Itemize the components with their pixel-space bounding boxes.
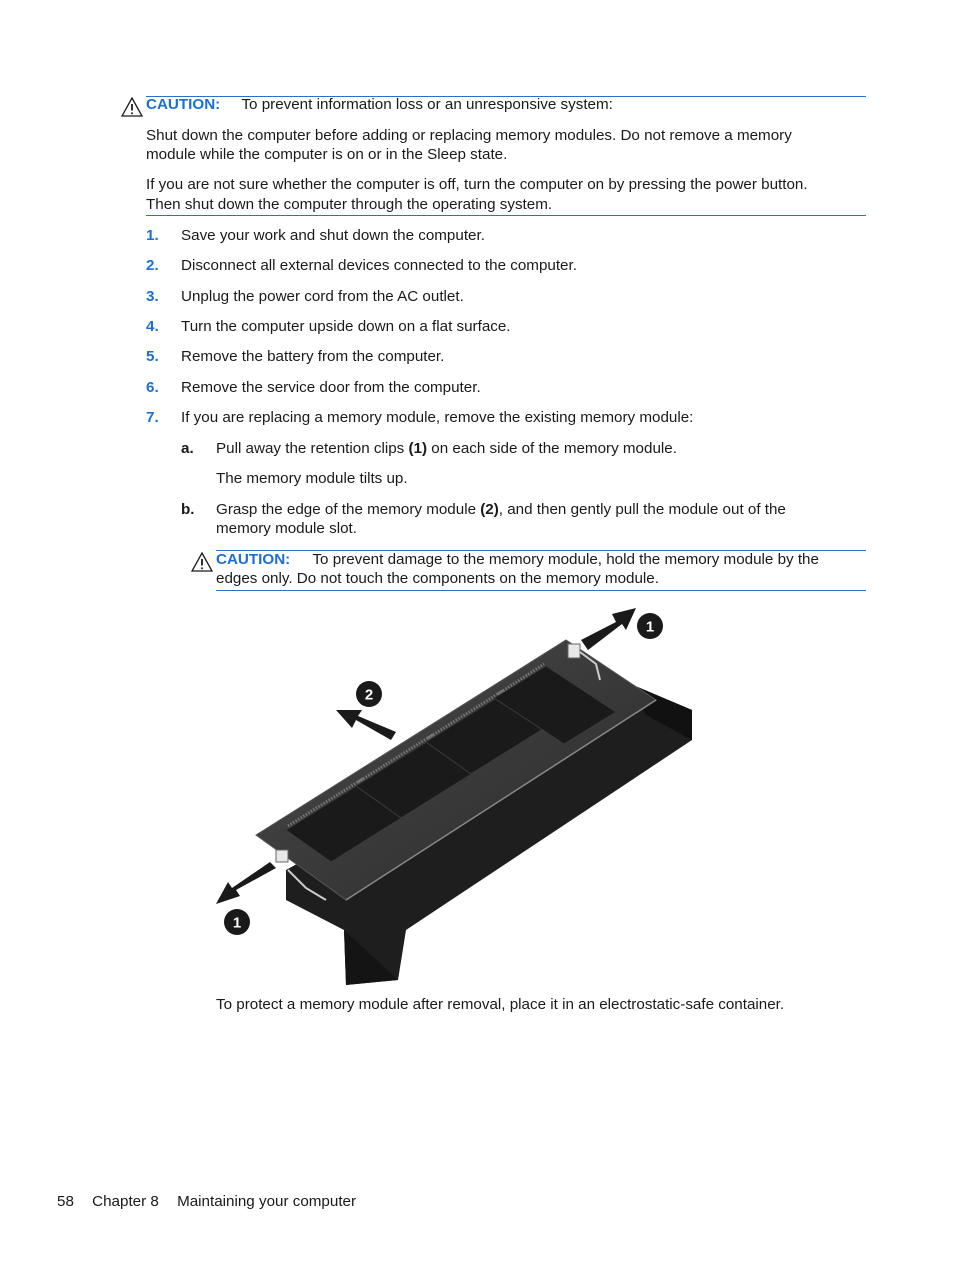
substep-text-part: Grasp the edge of the memory module (216, 501, 481, 518)
memory-module-illustration (216, 600, 696, 990)
caution-paragraph-line: If you are not sure whether the computer is off, turn the computer on by pressing the power button. (146, 176, 808, 193)
step-number: 1. (146, 227, 159, 244)
closing-paragraph: To protect a memory module after removal, place it in an electrostatic-safe container. (216, 996, 785, 1013)
arrow-icon (216, 862, 276, 904)
warning-icon (191, 552, 213, 572)
caution-paragraph-line: Shut down the computer before adding or replacing memory modules. Do not remove a memory (146, 127, 792, 144)
caution-label: CAUTION: (146, 96, 221, 113)
arrow-icon (336, 710, 396, 740)
step-text: Disconnect all external devices connected to the computer. (181, 257, 577, 274)
callout-reference: (1) (408, 440, 428, 457)
step-number: 4. (146, 318, 159, 335)
substep-text-line: memory module slot. (216, 520, 357, 537)
substep-letter: a. (181, 440, 194, 457)
substep-note: The memory module tilts up. (216, 470, 408, 487)
svg-text:1: 1 (645, 618, 655, 636)
chapter-title: Maintaining your computer (177, 1193, 357, 1210)
callout-1 (637, 613, 663, 639)
step-text: Remove the battery from the computer. (181, 348, 445, 365)
step-number: 7. (146, 409, 159, 426)
substep-text-part: , and then gently pull the module out of the (498, 501, 786, 518)
caution-bottom-rule (146, 215, 866, 216)
caution-text: To prevent information loss or an unresponsive system: (241, 96, 613, 113)
substep-text-part: on each side of the memory module. (427, 440, 677, 457)
warning-icon (121, 97, 143, 117)
step-text: Unplug the power cord from the AC outlet. (181, 288, 464, 305)
caution-bottom-rule (216, 590, 866, 591)
page-footer (57, 1192, 370, 1211)
callout-1 (224, 909, 250, 935)
caution-paragraph-line: Then shut down the computer through the operating system. (146, 196, 553, 213)
svg-text:2: 2 (364, 686, 374, 704)
caution-text-line: edges only. Do not touch the components on the memory module. (216, 570, 659, 587)
callout-2 (356, 681, 382, 707)
step-text: Save your work and shut down the computer. (181, 227, 485, 244)
step-text: Turn the computer upside down on a flat surface. (181, 318, 511, 335)
substep-text (216, 439, 677, 458)
chapter-label: Chapter 8 (92, 1193, 159, 1210)
step-text: Remove the service door from the computer. (181, 379, 481, 396)
substep-text-part: Pull away the retention clips (216, 440, 409, 457)
caution-text: To prevent damage to the memory module, hold the memory module by the (312, 551, 819, 568)
substep-letter: b. (181, 501, 195, 518)
step-number: 5. (146, 348, 159, 365)
step-number: 2. (146, 257, 159, 274)
step-text: If you are replacing a memory module, remove the existing memory module: (181, 409, 694, 426)
caution-paragraph-line: module while the computer is on or in the Sleep state. (146, 146, 508, 163)
step-number: 6. (146, 379, 159, 396)
step-number: 3. (146, 288, 159, 305)
caution-heading (146, 95, 613, 114)
substep-text (216, 500, 786, 519)
caution-label: CAUTION: (216, 551, 291, 568)
caution-heading (216, 550, 819, 569)
svg-text:1: 1 (232, 914, 242, 932)
callout-reference: (2) (480, 501, 499, 518)
page-number: 58 (57, 1193, 74, 1210)
arrow-icon (581, 608, 636, 650)
